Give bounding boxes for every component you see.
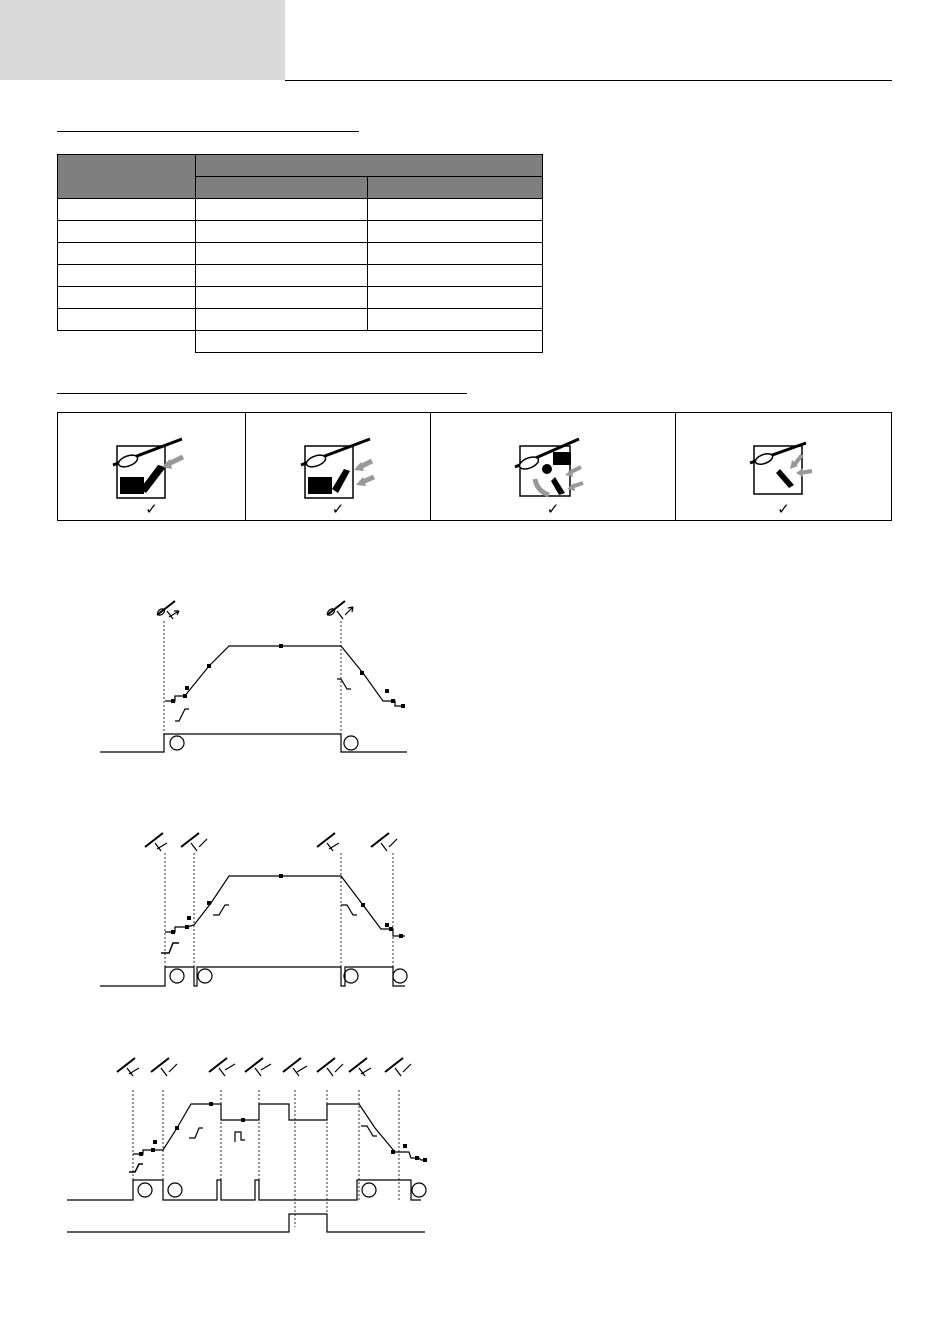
table-row (58, 243, 543, 265)
table-cell (196, 309, 368, 331)
table-cell (368, 265, 543, 287)
table-row (58, 199, 543, 221)
table-cell (58, 243, 196, 265)
table-cell (368, 177, 543, 199)
table-cell (368, 243, 543, 265)
position-flat (58, 413, 246, 520)
position-horizontal (246, 413, 431, 520)
table-cell (196, 177, 368, 199)
table-cell (58, 287, 196, 309)
position-vertical (431, 413, 676, 520)
table-cell (58, 199, 196, 221)
spec-table (57, 154, 543, 353)
table-row (58, 287, 543, 309)
table-cell (196, 199, 368, 221)
table-cell (58, 309, 196, 331)
header-block (0, 0, 285, 80)
special-4-stroke-diagram (65, 1052, 435, 1237)
check-mark: ✓ (546, 501, 560, 518)
welding-positions-strip (57, 412, 892, 521)
table-cell (58, 221, 196, 243)
table-cell (58, 155, 196, 199)
table-cell (196, 265, 368, 287)
check-mark: ✓ (331, 501, 345, 518)
2-stroke-diagram (95, 595, 415, 770)
section-rule-1 (57, 131, 359, 132)
table-row (58, 331, 543, 353)
table-cell (58, 265, 196, 287)
table-row (58, 265, 543, 287)
table-row (58, 221, 543, 243)
table-cell (196, 221, 368, 243)
table-cell (368, 309, 543, 331)
check-mark: ✓ (777, 501, 790, 518)
check-mark: ✓ (145, 501, 158, 518)
table-row (58, 155, 543, 177)
table-cell (196, 331, 543, 353)
table-cell (58, 331, 196, 353)
header-rule (285, 80, 892, 81)
table-cell (196, 243, 368, 265)
table-cell (196, 287, 368, 309)
table-cell (368, 199, 543, 221)
section-rule-2 (57, 393, 467, 394)
table-cell (368, 287, 543, 309)
table-cell (196, 155, 543, 177)
table-cell (368, 221, 543, 243)
position-overhead (676, 413, 891, 520)
table-row (58, 309, 543, 331)
4-stroke-diagram (95, 825, 415, 995)
